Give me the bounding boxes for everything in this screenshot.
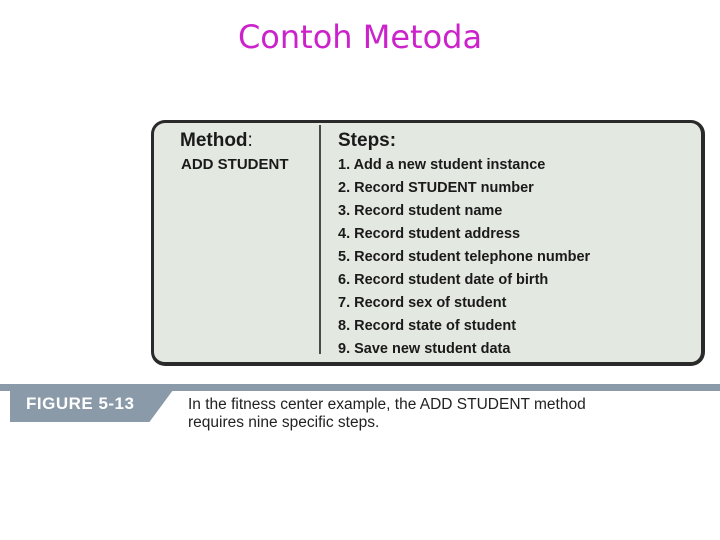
steps-list	[338, 156, 590, 363]
step-item: 5. Record student telephone number	[338, 249, 591, 265]
method-column-header	[180, 130, 253, 152]
method-header-text: Method	[180, 130, 248, 151]
step-item: 4. Record student address	[338, 226, 521, 242]
figure-label: FIGURE 5-13	[26, 394, 135, 413]
method-figure-box	[151, 120, 705, 366]
column-divider	[319, 125, 321, 354]
slide-title: Contoh Metoda	[237, 18, 483, 56]
step-item: 7. Record sex of student	[338, 295, 507, 311]
method-name: ADD STUDENT	[181, 156, 289, 173]
step-item: 8. Record state of student	[338, 318, 517, 334]
step-item: 2. Record STUDENT number	[338, 180, 534, 196]
step-item: 6. Record student date of birth	[338, 272, 549, 288]
step-item: 1. Add a new student instance	[338, 157, 546, 173]
step-item: 9. Save new student data	[338, 341, 511, 357]
figure-caption: In the fitness center example, the ADD STUDENT method requires nine specific steps.	[188, 396, 586, 431]
step-item: 3. Record student name	[338, 203, 503, 219]
steps-column-header: Steps:	[338, 130, 397, 151]
method-header-colon: :	[247, 130, 253, 151]
